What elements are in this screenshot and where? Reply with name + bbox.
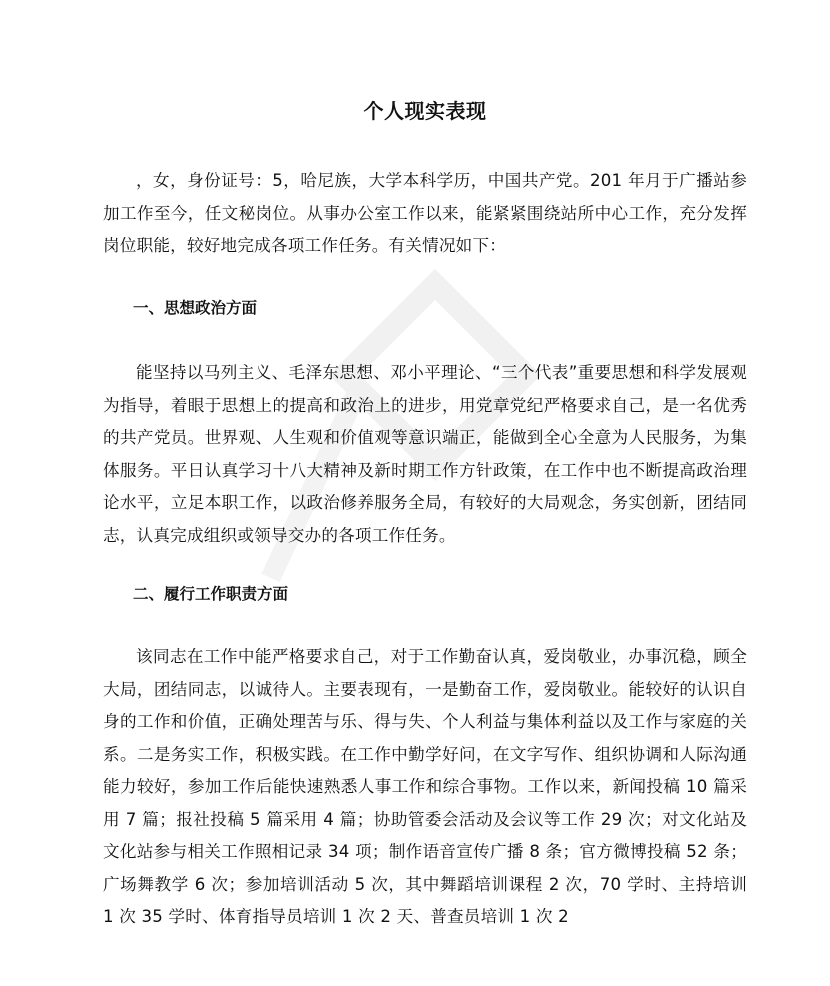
intro-paragraph: ，女，身份证号：5，哈尼族，大学本科学历，中国共产党。201 年月于广播站参加工作至今，任文秘岗位。从事办公室工作以来，能紧紧围绕站所中心工作，充分发挥岗位职能，较好地完成各项工作任务。有关情况如下： (103, 171, 747, 255)
section-heading-duties: 二、履行工作职责方面 (133, 585, 289, 603)
section-body-politics: 能坚持以马列主义、毛泽东思想、邓小平理论、“三个代表”重要思想和科学发展观为指导，着眼于思想上的提高和政治上的进步，用党章党纪严格要求自己，是一名优秀的共产党员。世界观、人生观和价值观等意识端正，能做到全心全意为人民服务，为集体服务。平日认真学习十八大精神及新时期工作方针政策，在工作中也不断提高政治理论水平，立足本职工作，以政治修养服务全局，有较好的大局观念，务实创新，团结同志，认真完成组织或领导交办的各项工作任务。 (103, 363, 747, 545)
document-title: 个人现实表现 (363, 99, 487, 123)
section-body-duties: 该同志在工作中能严格要求自己，对于工作勤奋认真，爱岗敬业，办事沉稳，顾全大局，团结同志，以诚待人。主要表现有，一是勤奋工作，爱岗敬业。能较好的认识自身的工作和价值，正确处理苦与乐、得与失、个人利益与集体利益以及工作与家庭的关系。二是务实工作，积极实践。在工作中勤学好问，在文字写作、组织协调和人际沟通能力较好，参加工作后能快速熟悉人事工作和综合事物。工作以来，新闻投稿 10 篇采用 7 篇；报社投稿 5 篇采用 4 篇；协助管委会活动及会议等工作 29 次；对文化站及文化站参与相关工作照相记录 34 项；制作语音宣传广播 8 条；官方微博投稿 52 条；广场舞教学 6 次；参加培训活动 5 次，其中舞蹈培训课程 2 次，70 学时、主持培训 1 次 35 学时、体育指导员培训 1 次 2 天、普查员培训 1 次 2 (103, 647, 747, 926)
section-heading-politics: 一、思想政治方面 (133, 299, 258, 317)
